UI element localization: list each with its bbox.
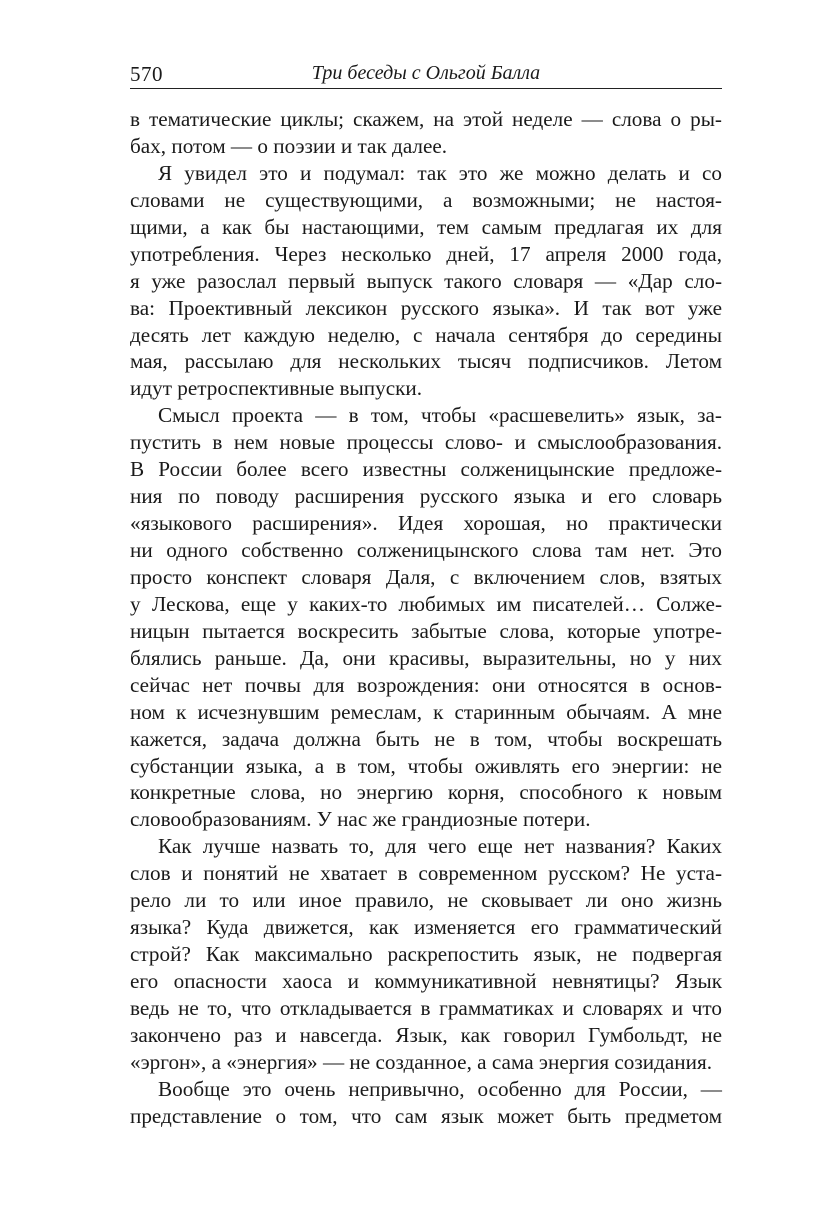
running-head <box>130 58 722 89</box>
text-line: ния по поводу расширения русского языка и его словарь <box>130 484 722 509</box>
text-line: рело ли то или иное правило, не сковывает ли оно жизнь <box>130 888 722 913</box>
page-number: 570 <box>130 62 163 86</box>
text-line: у Лескова, еще у каких-то любимых им писателей… Солже- <box>130 591 722 616</box>
running-title: Три беседы с Ольгой Балла <box>311 62 541 84</box>
text-line: мая, рассылаю для нескольких тысяч подписчиков. Летом <box>130 349 722 374</box>
text-line: В России более всего известны солженицынские предложе- <box>130 457 722 482</box>
text-line: кажется, задача должна быть не в том, чтобы воскрешать <box>130 726 722 751</box>
text-line: бах, потом — о поэзии и так далее. <box>130 133 448 158</box>
text-line: употребления. Через несколько дней, 17 апреля 2000 года, <box>130 241 722 266</box>
text-line: десять лет каждую неделю, с начала сентября до середины <box>130 322 722 347</box>
text-line: словами не существующими, а возможными; не настоя- <box>130 187 722 212</box>
text-line: Смысл проекта — в том, чтобы «расшевелить» язык, за- <box>158 403 722 428</box>
text-line: ни одного собственно солженицынского слова там нет. Это <box>130 538 722 562</box>
text-line: слов и понятий не хватает в современном русском? Не уста- <box>130 861 722 886</box>
text-line: представление о том, что сам язык может быть предметом <box>130 1103 722 1128</box>
text-line: я уже разослал первый выпуск такого словаря — «Дар сло- <box>130 268 722 293</box>
text-line: ном к исчезнувшим ремеслам, к старинным обычаям. А мне <box>130 699 722 724</box>
text-line: Вообще это очень непривычно, особенно для России, — <box>158 1076 722 1101</box>
text-line: конкретные слова, но энергию корня, способного к новым <box>130 780 722 805</box>
text-line: просто конспект словаря Даля, с включением слов, взятых <box>130 564 722 589</box>
body-text <box>130 106 722 1130</box>
text-line: щими, а как бы настающими, тем самым предлагая их для <box>130 214 722 239</box>
text-line: ницын пытается воскресить забытые слова, которые употре- <box>130 618 722 643</box>
text-line: идут ретроспективные выпуски. <box>130 376 423 401</box>
text-line: Как лучше назвать то, для чего еще нет названия? Каких <box>158 834 722 859</box>
text-line: «языкового расширения». Идея хорошая, но практически <box>130 511 722 536</box>
text-line: ва: Проективный лексикон русского языка». И так вот уже <box>130 295 722 320</box>
text-line: в тематические циклы; скажем, на этой неделе — слова о ры- <box>130 107 722 131</box>
text-line: ведь не то, что откладывается в грамматиках и словарях и что <box>130 995 722 1020</box>
text-line: языка? Куда движется, как изменяется его грамматический <box>130 915 722 940</box>
text-line: закончено раз и навсегда. Язык, как говорил Гумбольдт, не <box>130 1022 722 1047</box>
text-line: его опасности хаоса и коммуникативной невнятицы? Язык <box>130 969 722 993</box>
text-line: «эргон», а «энергия» — не созданное, а сама энергия созидания. <box>130 1049 713 1074</box>
text-line: пустить в нем новые процессы слово- и смыслообразования. <box>130 430 722 455</box>
text-line: строй? Как максимально раскрепостить язык, не подвергая <box>130 942 722 967</box>
text-line: словообразованиям. У нас же грандиозные потери. <box>130 807 591 832</box>
text-line: субстанции языка, а в том, чтобы оживлять его энергии: не <box>130 753 722 778</box>
text-line: Я увидел это и подумал: так это же можно делать и со <box>158 160 722 185</box>
text-line: блялись раньше. Да, они красивы, выразительны, но у них <box>130 645 722 670</box>
text-line: сейчас нет почвы для возрождения: они относятся в основ- <box>130 672 722 697</box>
